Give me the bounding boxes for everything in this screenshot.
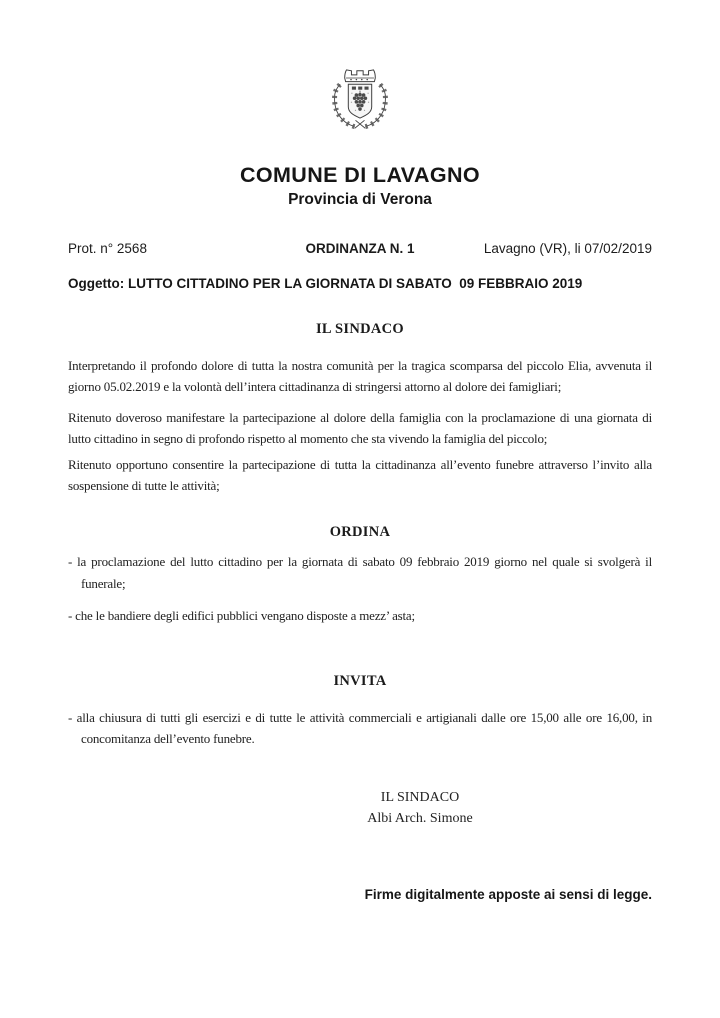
subject-line: Oggetto: LUTTO CITTADINO PER LA GIORNATA DI SABATO 09 FEBBRAIO 2019: [68, 276, 583, 291]
signature-name: Albi Arch. Simone: [367, 810, 473, 826]
protocol-number: Prot. n° 2568: [68, 241, 147, 256]
place-and-date: Lavagno (VR), li 07/02/2019: [483, 241, 652, 256]
heading-il-sindaco: IL SINDACO: [315, 321, 404, 337]
ordina-item-1: - la proclamazione del lutto cittadino per la giornata di sabato 09 febbraio 2019 giorno nel quale si svolgerà il funerale;: [68, 554, 652, 591]
ordinance-number: ORDINANZA N. 1: [305, 241, 415, 256]
paragraph-premise-2: Ritenuto doveroso manifestare la partecipazione al dolore della famiglia con la proclamazione di una giornata di lutto cittadino in segno di profondo rispetto al momento che sta vivendo la famiglia del piccolo;: [68, 410, 652, 446]
signature-block: [310, 787, 530, 829]
ordina-item-2: - che le bandiere degli edifici pubblici vengano disposte a mezz’ asta;: [68, 608, 415, 623]
crest-container: [68, 60, 652, 150]
heading-invita: INVITA: [333, 672, 387, 689]
paragraph-premise-1: Interpretando il profondo dolore di tutta la nostra comunità per la tragica scomparsa del piccolo Elia, avvenuta il giorno 05.02.2019 e la volontà dell’intera cittadinanza di stringersi attorno al dolore dei famigliari;: [68, 358, 652, 394]
invita-item-1: - alla chiusura di tutti gli esercizi e di tutte le attività commerciali e artigianali dalle ore 15,00 alle ore 16,00, in concomitanza dell’evento funebre.: [68, 709, 652, 746]
heading-ordina: ORDINA: [329, 524, 391, 540]
digital-signature-note: Firme digitalmente apposte ai sensi di legge.: [364, 886, 652, 902]
paragraph-premise-3: Ritenuto opportuno consentire la partecipazione di tutta la cittadinanza all’evento funebre attraverso l’invito alla sospensione di tutte le attività;: [68, 457, 652, 493]
province-name: Provincia di Verona: [288, 191, 432, 208]
signature-title: IL SINDACO: [380, 789, 460, 805]
coat-of-arms-icon: [314, 60, 406, 150]
municipality-name: COMUNE DI LAVAGNO: [239, 163, 481, 187]
document-meta-row: [68, 240, 652, 258]
